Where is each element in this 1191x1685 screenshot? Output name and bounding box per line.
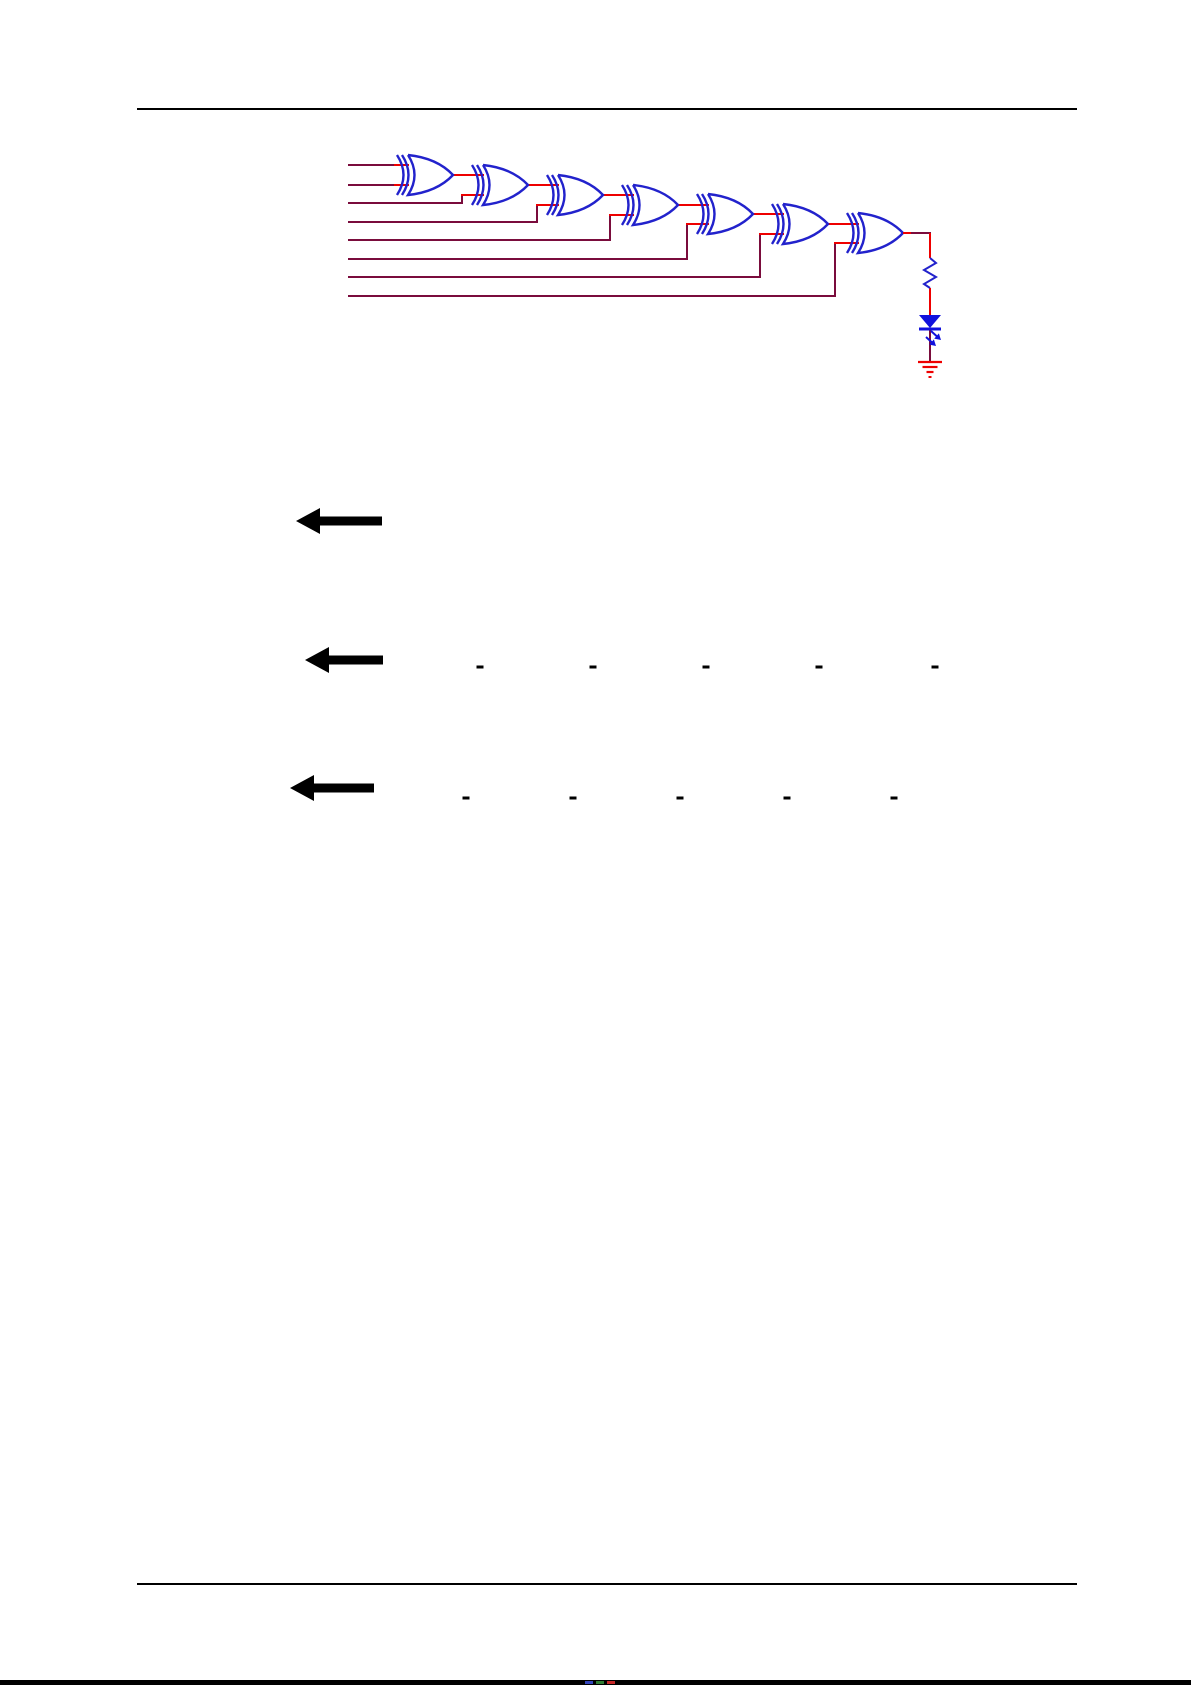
header-rule	[137, 108, 1077, 110]
led-symbol	[919, 315, 941, 346]
dash-glyph	[784, 797, 791, 800]
ground-dot	[929, 376, 932, 378]
xor-gate-4	[622, 185, 678, 225]
dash-glyph	[477, 666, 484, 669]
xor-gate-outline	[697, 194, 704, 234]
render-artifact	[585, 1681, 593, 1684]
led-triangle	[919, 315, 941, 328]
dash-glyph	[703, 666, 710, 669]
left-arrow-icon	[296, 508, 382, 534]
xor-gate-outline	[483, 165, 528, 205]
dash-glyph	[932, 666, 939, 669]
xor-gate-3	[547, 175, 603, 215]
xor-gate-6	[772, 204, 828, 244]
bullet-arrows	[290, 508, 383, 801]
bottom-edge-bar	[0, 1680, 1191, 1685]
xor-gate-outline	[708, 194, 753, 234]
xor-gate-outline	[397, 155, 404, 195]
xor-gate-7	[847, 213, 903, 253]
xor-gate-outline	[858, 213, 903, 253]
xor-gate-2	[472, 165, 528, 205]
left-arrow-icon	[305, 647, 383, 673]
left-arrow-icon	[290, 775, 374, 801]
xor-gate-5	[697, 194, 753, 234]
xor-gate-outline	[408, 155, 453, 195]
resistor-zigzag	[924, 258, 936, 288]
render-artifact	[596, 1681, 604, 1684]
xor-gate-outline	[633, 185, 678, 225]
xor-gate-outline	[783, 204, 828, 244]
ground-symbol	[918, 362, 942, 378]
dash-glyph	[677, 797, 684, 800]
dash-glyph	[590, 666, 597, 669]
xor-gate-1	[397, 155, 453, 195]
dash-glyph	[463, 797, 470, 800]
xor-gate-outline	[772, 204, 779, 244]
footer-rule	[137, 1583, 1077, 1585]
xor-gate-outline	[558, 175, 603, 215]
xor-gate-outline	[472, 165, 479, 205]
page-bottom-edge	[0, 1680, 1191, 1685]
xor-gate-outline	[622, 185, 629, 225]
gate-to-gate-nets	[453, 175, 859, 224]
dash-glyph	[816, 666, 823, 669]
dash-marks	[463, 666, 939, 800]
dash-glyph	[570, 797, 577, 800]
dash-glyph	[891, 797, 898, 800]
resistor-symbol	[924, 258, 936, 288]
xor-gate-outline	[847, 213, 854, 253]
render-artifact	[607, 1681, 615, 1684]
xor-gate-outline	[547, 175, 554, 215]
output-net	[903, 233, 931, 362]
